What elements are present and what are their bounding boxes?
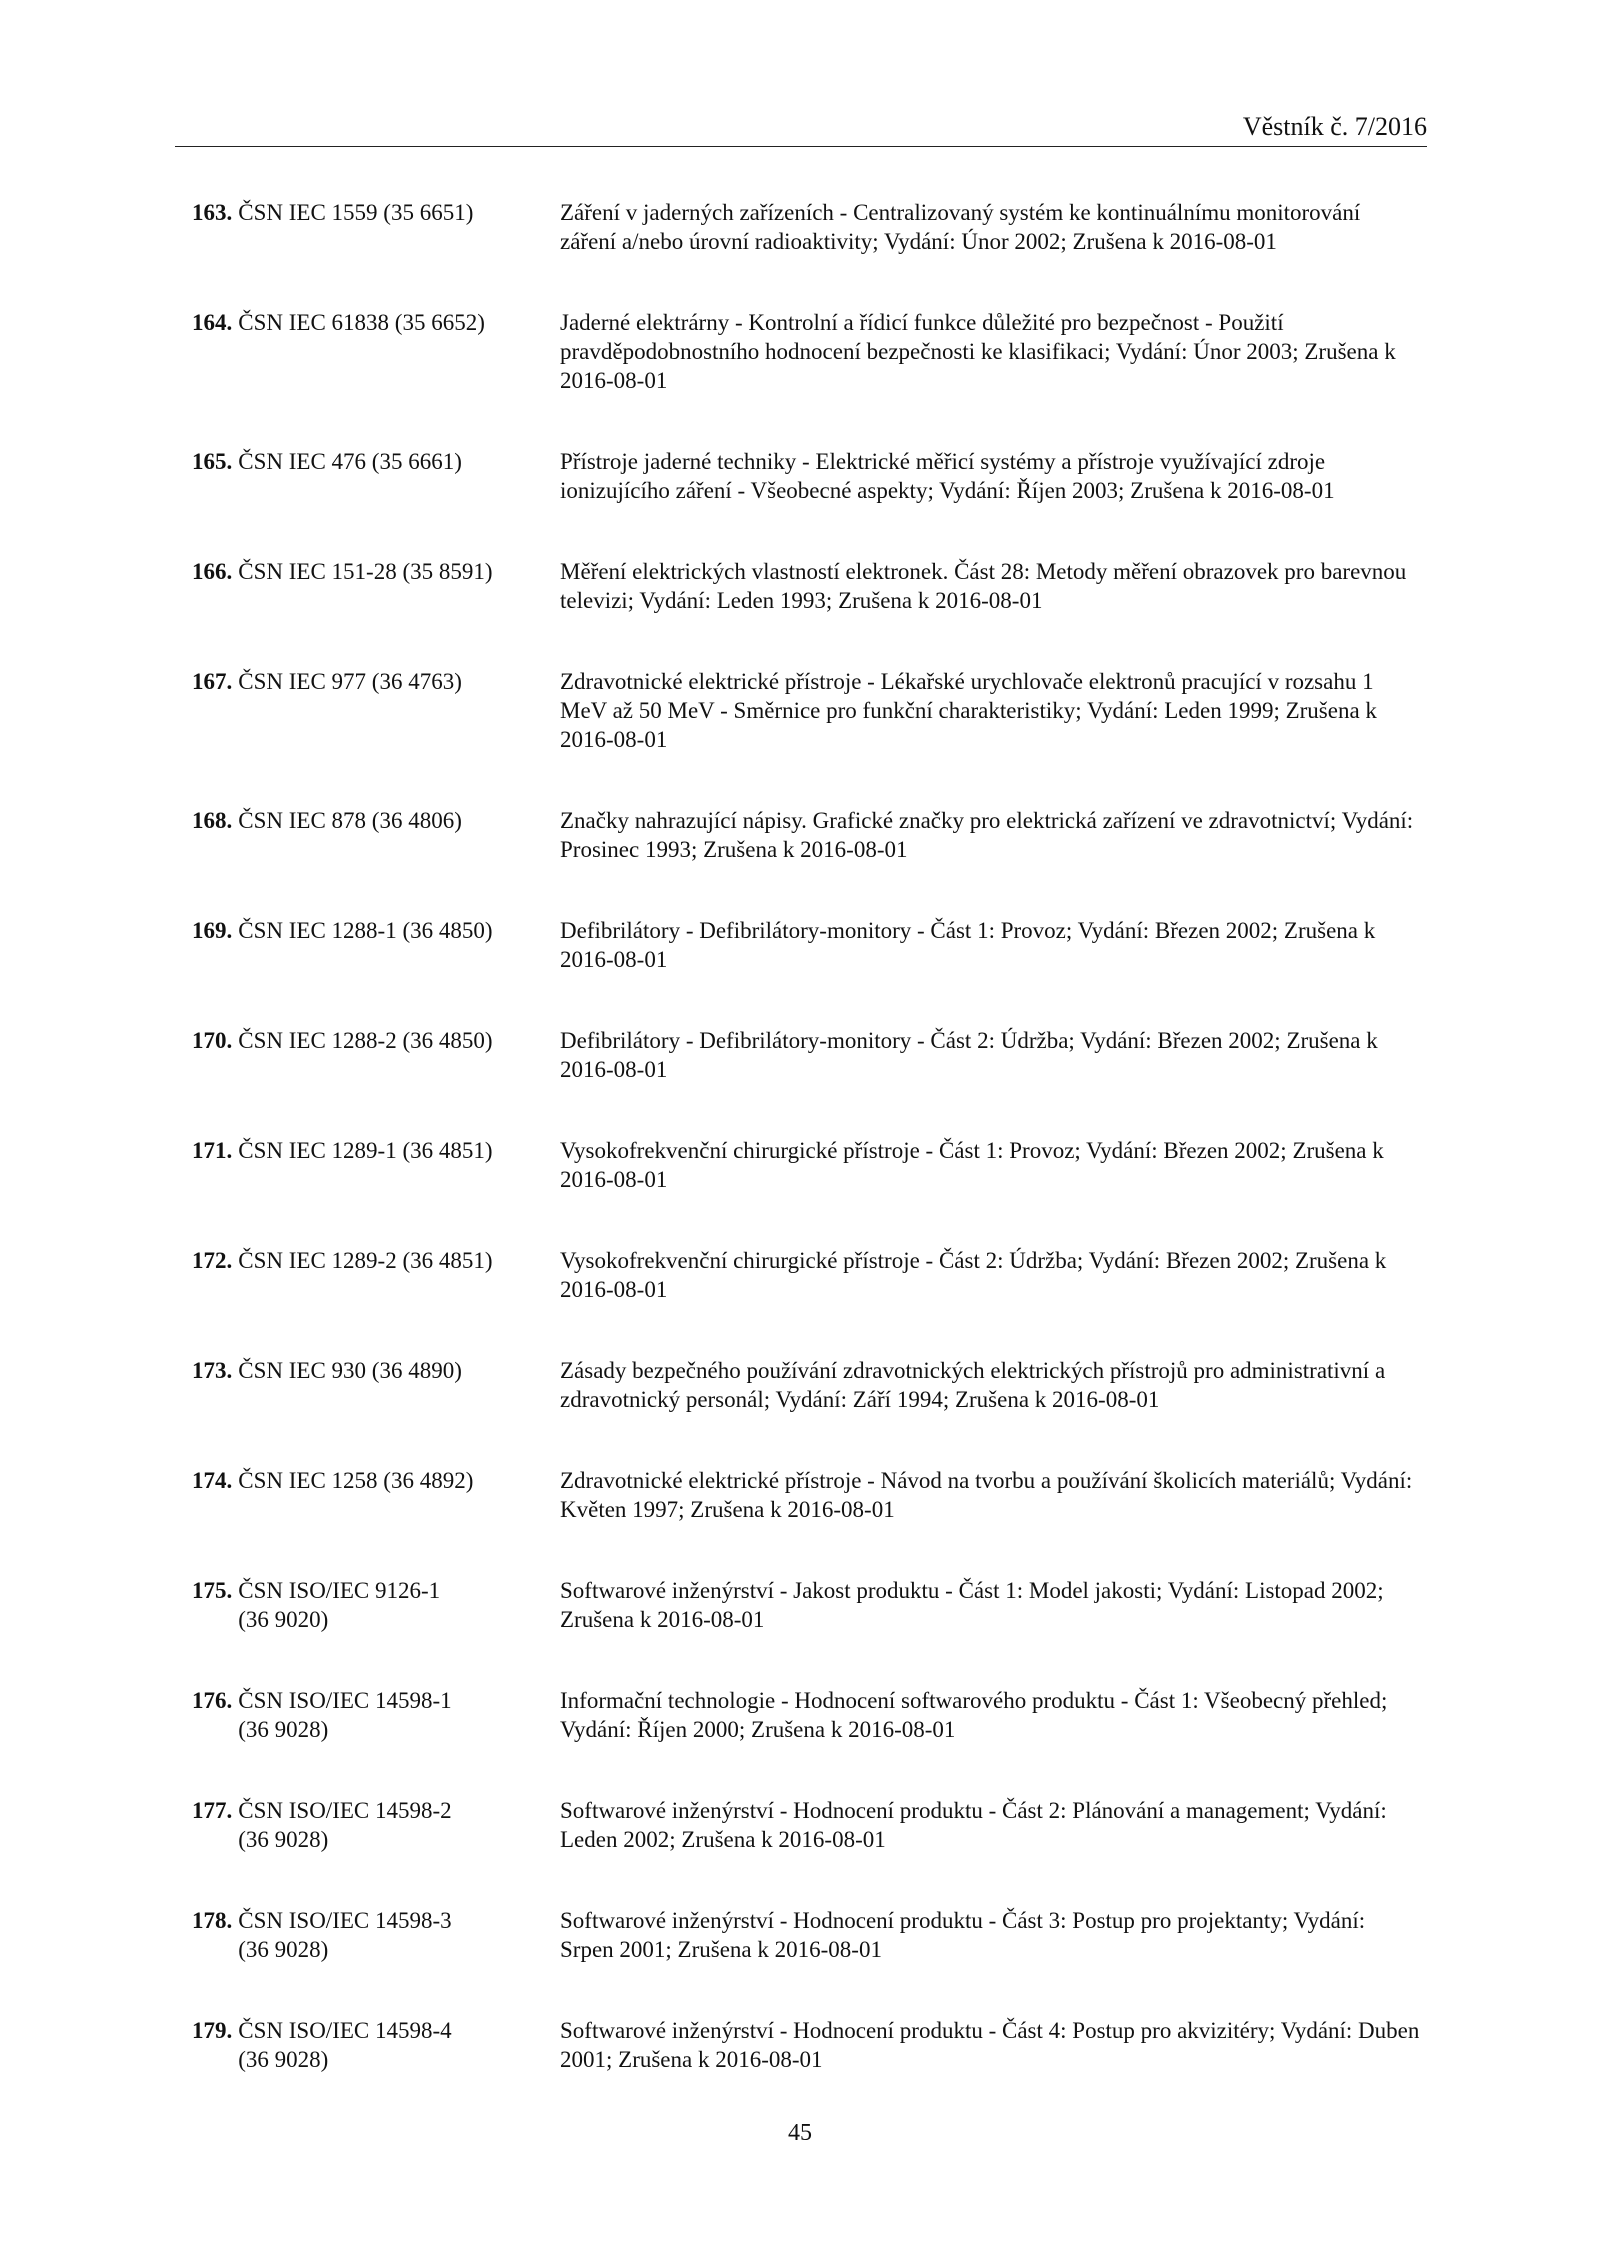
standard-classification: (36 9020) xyxy=(238,1607,329,1632)
standard-code-block xyxy=(232,308,485,395)
standard-code: ČSN ISO/IEC 14598-1 xyxy=(238,1688,452,1713)
standard-description: Vysokofrekvenční chirurgické přístroje - Část 1: Provoz; Vydání: Březen 2002; Zrušena k 2016-08-01 xyxy=(560,1138,1384,1192)
standard-designation xyxy=(192,198,560,256)
standard-code: ČSN IEC 151-28 (35 8591) xyxy=(238,559,493,584)
item-number: 163. xyxy=(192,200,233,225)
standard-code-block xyxy=(232,1686,451,1744)
list-item xyxy=(192,1686,1432,1744)
list-item xyxy=(192,667,1432,754)
standard-designation xyxy=(192,916,560,974)
standard-description: Softwarové inženýrství - Hodnocení produktu - Část 4: Postup pro akvizitéry; Vydání: Duben 2001; Zrušena k 2016-08-01 xyxy=(560,2018,1420,2072)
standard-code-block xyxy=(232,447,462,505)
item-number: 169. xyxy=(192,918,233,943)
standard-code: ČSN IEC 1289-2 (36 4851) xyxy=(238,1248,493,1273)
standard-code: ČSN IEC 1289-1 (36 4851) xyxy=(238,1138,493,1163)
standard-description: Záření v jaderných zařízeních - Centralizovaný systém ke kontinuálnímu monitorování záření a/nebo úrovní radioaktivity; Vydání: Únor 2002; Zrušena k 2016-08-01 xyxy=(560,200,1361,254)
standard-code: ČSN IEC 476 (35 6661) xyxy=(238,449,462,474)
item-number: 171. xyxy=(192,1138,233,1163)
item-number: 172. xyxy=(192,1248,233,1273)
standard-designation xyxy=(192,1026,560,1084)
item-number: 170. xyxy=(192,1028,233,1053)
standard-description: Zdravotnické elektrické přístroje - Návod na tvorbu a používání školicích materiálů; Vydání: Květen 1997; Zrušena k 2016-08-01 xyxy=(560,1468,1413,1522)
list-item xyxy=(192,1576,1432,1634)
bulletin-title: Věstník č. 7/2016 xyxy=(1242,112,1427,141)
standard-description: Zásady bezpečného používání zdravotnických elektrických přístrojů pro administrativní a zdravotnický personál; Vydání: Září 1994; Zrušena k 2016-08-01 xyxy=(560,1358,1386,1412)
standard-code-block xyxy=(232,1136,492,1194)
item-number: 168. xyxy=(192,808,233,833)
standard-code: ČSN IEC 61838 (35 6652) xyxy=(238,310,485,335)
standard-code-block xyxy=(232,1026,492,1084)
standard-description: Defibrilátory - Defibrilátory-monitory - Část 2: Údržba; Vydání: Březen 2002; Zrušena k 2016-08-01 xyxy=(560,1028,1378,1082)
standard-code-block xyxy=(232,2016,451,2074)
standard-code-block xyxy=(232,1356,462,1414)
list-item xyxy=(192,1026,1432,1084)
standard-designation xyxy=(192,1906,560,1964)
standard-designation xyxy=(192,1576,560,1634)
standard-code: ČSN ISO/IEC 9126-1 xyxy=(238,1578,441,1603)
standard-code: ČSN IEC 1288-2 (36 4850) xyxy=(238,1028,493,1053)
standard-code-block xyxy=(232,1466,473,1524)
list-item xyxy=(192,557,1432,615)
standard-code: ČSN IEC 1559 (35 6651) xyxy=(238,200,474,225)
standard-description: Softwarové inženýrství - Hodnocení produktu - Část 3: Postup pro projektanty; Vydání: Srpen 2001; Zrušena k 2016-08-01 xyxy=(560,1908,1366,1962)
standard-code: ČSN ISO/IEC 14598-4 xyxy=(238,2018,452,2043)
item-number: 173. xyxy=(192,1358,233,1383)
standard-code: ČSN IEC 1288-1 (36 4850) xyxy=(238,918,493,943)
standard-code-block xyxy=(232,1906,451,1964)
list-item xyxy=(192,447,1432,505)
item-number: 176. xyxy=(192,1688,233,1713)
list-item xyxy=(192,2016,1432,2074)
standard-designation xyxy=(192,447,560,505)
list-item xyxy=(192,1796,1432,1854)
page-number: 45 xyxy=(788,2120,812,2146)
item-number: 164. xyxy=(192,310,233,335)
page-header xyxy=(175,112,1427,147)
standard-designation xyxy=(192,308,560,395)
standard-description: Zdravotnické elektrické přístroje - Lékařské urychlovače elektronů pracující v rozsahu 1 MeV až 50 MeV - Směrnice pro funkční charakteristiky; Vydání: Leden 1999; Zrušena k 2016-08-01 xyxy=(560,669,1377,752)
standard-code-block xyxy=(232,557,492,615)
standard-code-block xyxy=(232,1246,492,1304)
standard-description: Informační technologie - Hodnocení softwarového produktu - Část 1: Všeobecný přehled; Vydání: Říjen 2000; Zrušena k 2016-08-01 xyxy=(560,1688,1388,1742)
standard-code-block xyxy=(232,1796,451,1854)
standard-designation xyxy=(192,806,560,864)
standard-description: Měření elektrických vlastností elektronek. Část 28: Metody měření obrazovek pro barevnou televizi; Vydání: Leden 1993; Zrušena k 2016-08-01 xyxy=(560,559,1407,613)
item-number: 174. xyxy=(192,1468,233,1493)
standard-designation xyxy=(192,1466,560,1524)
standard-designation xyxy=(192,1356,560,1414)
standard-code: ČSN IEC 878 (36 4806) xyxy=(238,808,462,833)
standard-description: Vysokofrekvenční chirurgické přístroje - Část 2: Údržba; Vydání: Březen 2002; Zrušena k 2016-08-01 xyxy=(560,1248,1387,1302)
standard-code: ČSN ISO/IEC 14598-2 xyxy=(238,1798,452,1823)
standard-code-block xyxy=(232,1576,440,1634)
standard-classification: (36 9028) xyxy=(238,1717,329,1742)
standard-code-block xyxy=(232,198,473,256)
standard-designation xyxy=(192,1686,560,1744)
list-item xyxy=(192,1906,1432,1964)
list-item xyxy=(192,1136,1432,1194)
standard-designation xyxy=(192,557,560,615)
standard-classification: (36 9028) xyxy=(238,2047,329,2072)
standard-designation xyxy=(192,667,560,754)
item-number: 165. xyxy=(192,449,233,474)
standard-designation xyxy=(192,1796,560,1854)
list-item xyxy=(192,1246,1432,1304)
standard-description: Softwarové inženýrství - Hodnocení produktu - Část 2: Plánování a management; Vydání: Leden 2002; Zrušena k 2016-08-01 xyxy=(560,1798,1387,1852)
list-item xyxy=(192,916,1432,974)
standard-code-block xyxy=(232,806,462,864)
standard-code: ČSN IEC 977 (36 4763) xyxy=(238,669,462,694)
standard-code-block xyxy=(232,667,462,754)
standard-description: Defibrilátory - Defibrilátory-monitory - Část 1: Provoz; Vydání: Březen 2002; Zrušena k 2016-08-01 xyxy=(560,918,1376,972)
list-item xyxy=(192,1356,1432,1414)
list-item xyxy=(192,806,1432,864)
item-number: 175. xyxy=(192,1578,233,1603)
standard-code: ČSN IEC 1258 (36 4892) xyxy=(238,1468,474,1493)
standard-classification: (36 9028) xyxy=(238,1827,329,1852)
item-number: 166. xyxy=(192,559,233,584)
standards-list xyxy=(192,198,1432,2126)
standard-code-block xyxy=(232,916,492,974)
standard-code: ČSN ISO/IEC 14598-3 xyxy=(238,1908,452,1933)
item-number: 179. xyxy=(192,2018,233,2043)
item-number: 177. xyxy=(192,1798,233,1823)
standard-designation xyxy=(192,2016,560,2074)
list-item xyxy=(192,308,1432,395)
standard-description: Softwarové inženýrství - Jakost produktu - Část 1: Model jakosti; Vydání: Listopad 2002; Zrušena k 2016-08-01 xyxy=(560,1578,1384,1632)
standard-description: Značky nahrazující nápisy. Grafické značky pro elektrická zařízení ve zdravotnictví; Vydání: Prosinec 1993; Zrušena k 2016-08-01 xyxy=(560,808,1414,862)
list-item xyxy=(192,198,1432,256)
standard-description: Jaderné elektrárny - Kontrolní a řídicí funkce důležité pro bezpečnost - Použití pravděpodobnostního hodnocení bezpečnosti ke klasifikaci; Vydání: Únor 2003; Zrušena k 2016-08-01 xyxy=(560,310,1396,393)
list-item xyxy=(192,1466,1432,1524)
standard-designation xyxy=(192,1136,560,1194)
standard-description: Přístroje jaderné techniky - Elektrické měřicí systémy a přístroje využívající zdroje ionizujícího záření - Všeobecné aspekty; Vydání: Říjen 2003; Zrušena k 2016-08-01 xyxy=(560,449,1335,503)
item-number: 167. xyxy=(192,669,233,694)
standard-classification: (36 9028) xyxy=(238,1937,329,1962)
standard-code: ČSN IEC 930 (36 4890) xyxy=(238,1358,462,1383)
item-number: 178. xyxy=(192,1908,233,1933)
standard-designation xyxy=(192,1246,560,1304)
